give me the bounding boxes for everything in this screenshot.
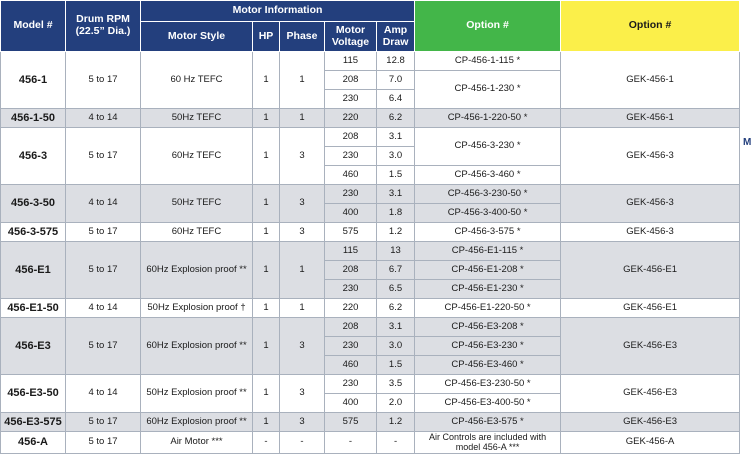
option-green-cell: CP-456-E1-230 *: [415, 280, 561, 299]
drum-rpm-cell: 5 to 17: [66, 318, 141, 375]
model-cell: 456-A: [1, 432, 66, 454]
model-cell: 456-3-575: [1, 223, 66, 242]
option-green-cell: CP-456-3-230-50 *: [415, 185, 561, 204]
amp-draw-cell: 6.5: [377, 280, 415, 299]
header-drum-rpm: [66, 1, 141, 52]
header-amp-draw-line1: Amp: [383, 23, 408, 36]
motor-style-cell: Air Motor ***: [141, 432, 253, 454]
voltage-cell: 400: [325, 394, 377, 413]
motor-style-cell: 60Hz TEFC: [141, 128, 253, 185]
option-green-cell: CP-456-E1-115 *: [415, 242, 561, 261]
option-green-cell: Air Controls are included with model 456-A ***: [415, 432, 561, 454]
drum-rpm-cell: 5 to 17: [66, 223, 141, 242]
option-yellow-cell: GEK-456-1: [561, 52, 740, 109]
drum-rpm-cell: 5 to 17: [66, 413, 141, 432]
hp-cell: 1: [253, 318, 280, 375]
header-option-green: [415, 1, 561, 52]
amp-draw-cell: 1.5: [377, 166, 415, 185]
option-yellow-cell: GEK-456-3: [561, 128, 740, 185]
amp-draw-cell: 1.2: [377, 223, 415, 242]
voltage-cell: 115: [325, 242, 377, 261]
phase-cell: 3: [280, 185, 325, 223]
motor-style-cell: 60Hz Explosion proof **: [141, 318, 253, 375]
voltage-cell: 400: [325, 204, 377, 223]
motor-style-cell: 50Hz Explosion proof **: [141, 375, 253, 413]
amp-draw-cell: 1.8: [377, 204, 415, 223]
model-cell: 456-1-50: [1, 109, 66, 128]
drum-rpm-cell: 4 to 14: [66, 299, 141, 318]
header-amp-draw-line2: Draw: [382, 35, 409, 48]
phase-cell: 3: [280, 318, 325, 375]
amp-draw-cell: 3.1: [377, 318, 415, 337]
header-phase: [280, 22, 325, 52]
option-green-cell: CP-456-1-115 *: [415, 52, 561, 71]
option-green-cell: CP-456-E1-208 *: [415, 261, 561, 280]
voltage-cell: 575: [325, 223, 377, 242]
option-yellow-cell: GEK-456-A: [561, 432, 740, 454]
table-body: [1, 52, 740, 454]
phase-cell: 3: [280, 413, 325, 432]
hp-cell: 1: [253, 185, 280, 223]
header-amp-draw: [377, 22, 415, 52]
amp-draw-cell: 1.2: [377, 413, 415, 432]
option-yellow-cell: GEK-456-1: [561, 109, 740, 128]
header-motor-information: [141, 1, 415, 22]
hp-cell: 1: [253, 52, 280, 109]
option-green-cell: CP-456-1-230 *: [415, 71, 561, 109]
amp-draw-cell: 3.0: [377, 147, 415, 166]
voltage-cell: 230: [325, 147, 377, 166]
table-header: [1, 1, 740, 52]
option-yellow-cell: GEK-456-E3: [561, 318, 740, 375]
voltage-cell: 220: [325, 299, 377, 318]
option-green-cell: CP-456-E3-400-50 *: [415, 394, 561, 413]
model-cell: 456-E3-50: [1, 375, 66, 413]
voltage-cell: 230: [325, 375, 377, 394]
drum-rpm-cell: 5 to 17: [66, 242, 141, 299]
motor-style-cell: 50Hz Explosion proof †: [141, 299, 253, 318]
table-row: [1, 413, 740, 432]
amp-draw-cell: 2.0: [377, 394, 415, 413]
phase-cell: 3: [280, 128, 325, 185]
voltage-cell: 208: [325, 128, 377, 147]
model-cell: 456-1: [1, 52, 66, 109]
table-row: [1, 185, 740, 204]
hp-cell: -: [253, 432, 280, 454]
voltage-cell: -: [325, 432, 377, 454]
header-drum-rpm-label: Drum RPM: [76, 13, 130, 26]
voltage-cell: 230: [325, 337, 377, 356]
voltage-cell: 115: [325, 52, 377, 71]
header-option-yellow: [561, 1, 740, 52]
drum-rpm-cell: 4 to 14: [66, 375, 141, 413]
option-green-cell: CP-456-E3-230-50 *: [415, 375, 561, 394]
model-cell: 456-E1: [1, 242, 66, 299]
header-drum-rpm-sub: (22.5” Dia.): [75, 25, 131, 37]
amp-draw-cell: 3.1: [377, 128, 415, 147]
table-row: [1, 242, 740, 261]
hp-cell: 1: [253, 413, 280, 432]
option-yellow-cell: GEK-456-E1: [561, 242, 740, 299]
table-row: [1, 432, 740, 454]
voltage-cell: 230: [325, 185, 377, 204]
amp-draw-cell: 7.0: [377, 71, 415, 90]
phase-cell: 1: [280, 52, 325, 109]
voltage-cell: 460: [325, 356, 377, 375]
drum-rpm-cell: 5 to 17: [66, 432, 141, 454]
phase-cell: 1: [280, 299, 325, 318]
table-row: [1, 299, 740, 318]
hp-cell: 1: [253, 242, 280, 299]
option-green-cell: CP-456-3-400-50 *: [415, 204, 561, 223]
voltage-cell: 460: [325, 166, 377, 185]
amp-draw-cell: 6.7: [377, 261, 415, 280]
header-phase-label: Phase: [286, 29, 318, 42]
table-row: [1, 109, 740, 128]
option-green-cell: CP-456-E1-220-50 *: [415, 299, 561, 318]
voltage-cell: 208: [325, 71, 377, 90]
option-green-cell: CP-456-3-575 *: [415, 223, 561, 242]
option-yellow-cell: GEK-456-E3: [561, 375, 740, 413]
option-yellow-cell: GEK-456-E3: [561, 413, 740, 432]
phase-cell: 1: [280, 109, 325, 128]
option-green-cell: CP-456-3-460 *: [415, 166, 561, 185]
header-motor-voltage-line1: Motor: [335, 23, 366, 36]
hp-cell: 1: [253, 375, 280, 413]
header-hp: [253, 22, 280, 52]
header-model-label: Model #: [13, 19, 53, 32]
header-motor-voltage-line2: Voltage: [331, 35, 370, 48]
amp-draw-cell: 3.5: [377, 375, 415, 394]
motor-style-cell: 60Hz TEFC: [141, 223, 253, 242]
header-hp-label: HP: [258, 29, 274, 42]
header-model: [1, 1, 66, 52]
header-motor-voltage: [325, 22, 377, 52]
option-green-cell: CP-456-E3-575 *: [415, 413, 561, 432]
model-cell: 456-E1-50: [1, 299, 66, 318]
option-green-cell: CP-456-E3-230 *: [415, 337, 561, 356]
amp-draw-cell: 12.8: [377, 52, 415, 71]
phase-cell: 3: [280, 375, 325, 413]
drum-rpm-cell: 5 to 17: [66, 128, 141, 185]
table-row: [1, 52, 740, 71]
phase-cell: -: [280, 432, 325, 454]
motor-style-cell: 60 Hz TEFC: [141, 52, 253, 109]
option-green-cell: CP-456-E3-460 *: [415, 356, 561, 375]
option-green-cell: CP-456-3-230 *: [415, 128, 561, 166]
motor-style-cell: 60Hz Explosion proof **: [141, 242, 253, 299]
voltage-cell: 220: [325, 109, 377, 128]
voltage-cell: 230: [325, 280, 377, 299]
header-motor-style: [141, 22, 253, 52]
amp-draw-cell: 1.5: [377, 356, 415, 375]
model-cell: 456-E3-575: [1, 413, 66, 432]
amp-draw-cell: 13: [377, 242, 415, 261]
hp-cell: 1: [253, 128, 280, 185]
amp-draw-cell: -: [377, 432, 415, 454]
hp-cell: 1: [253, 109, 280, 128]
drum-rpm-cell: 4 to 14: [66, 185, 141, 223]
voltage-cell: 208: [325, 261, 377, 280]
edge-text: M: [743, 137, 751, 148]
option-green-cell: CP-456-1-220-50 *: [415, 109, 561, 128]
table-row: [1, 128, 740, 147]
motor-style-cell: 50Hz TEFC: [141, 109, 253, 128]
header-motor-information-label: Motor Information: [232, 4, 323, 17]
option-yellow-cell: GEK-456-3: [561, 185, 740, 223]
table-row: [1, 223, 740, 242]
amp-draw-cell: 3.1: [377, 185, 415, 204]
option-green-cell: CP-456-E3-208 *: [415, 318, 561, 337]
phase-cell: 3: [280, 223, 325, 242]
model-cell: 456-E3: [1, 318, 66, 375]
model-cell: 456-3: [1, 128, 66, 185]
option-yellow-cell: GEK-456-3: [561, 223, 740, 242]
drum-rpm-cell: 5 to 17: [66, 52, 141, 109]
motor-style-cell: 50Hz TEFC: [141, 185, 253, 223]
header-option-yellow-label: Option #: [628, 19, 672, 32]
hp-cell: 1: [253, 223, 280, 242]
model-cell: 456-3-50: [1, 185, 66, 223]
header-option-green-label: Option #: [466, 19, 509, 32]
hp-cell: 1: [253, 299, 280, 318]
amp-draw-cell: 6.2: [377, 299, 415, 318]
option-yellow-cell: GEK-456-E1: [561, 299, 740, 318]
motor-style-cell: 60Hz Explosion proof **: [141, 413, 253, 432]
drum-rpm-cell: 4 to 14: [66, 109, 141, 128]
amp-draw-cell: 3.0: [377, 337, 415, 356]
amp-draw-cell: 6.2: [377, 109, 415, 128]
amp-draw-cell: 6.4: [377, 90, 415, 109]
header-motor-style-label: Motor Style: [167, 29, 226, 42]
table-row: [1, 375, 740, 394]
phase-cell: 1: [280, 242, 325, 299]
voltage-cell: 208: [325, 318, 377, 337]
voltage-cell: 230: [325, 90, 377, 109]
table-row: [1, 318, 740, 337]
voltage-cell: 575: [325, 413, 377, 432]
